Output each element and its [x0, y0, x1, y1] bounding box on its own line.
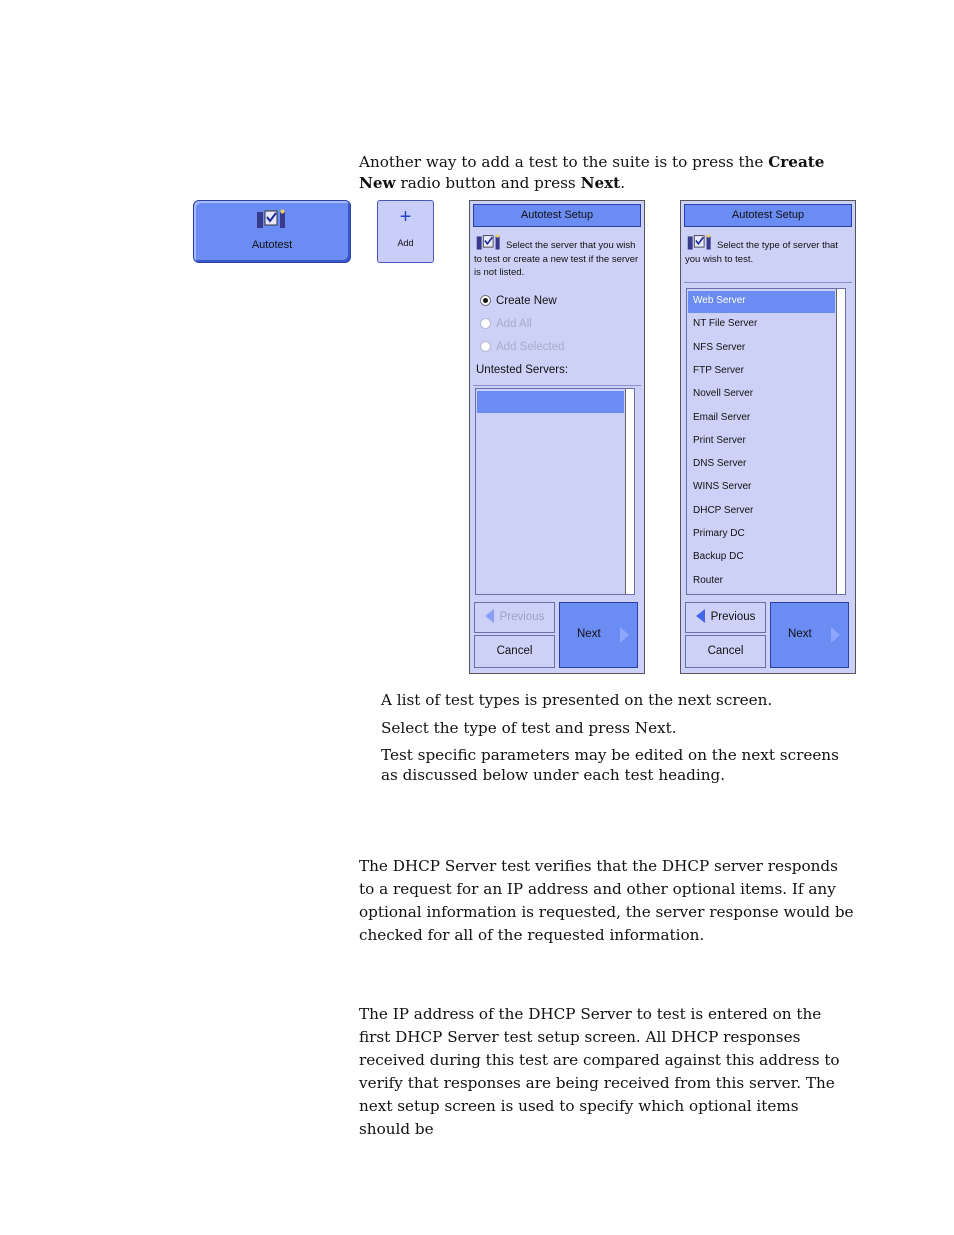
autotest-icon — [685, 234, 715, 252]
arrow-right-icon — [831, 627, 840, 643]
server-type-list[interactable] — [686, 288, 846, 595]
radio-add-selected[interactable]: Add Selected — [480, 341, 564, 353]
cancel-button[interactable]: Cancel — [685, 635, 766, 668]
next-term: Next — [580, 174, 621, 192]
divider — [684, 282, 852, 283]
dhcp-setup-paragraph: The IP address of the DHCP Server to test is entered on the first DHCP Server test setup screen. All DHCP responses received during this test are compared against this address to verify that responses are being received from this server. The next setup screen is used to specify which optional items should be — [359, 1005, 840, 1138]
step-2: Select the type of test and press Next. — [381, 719, 677, 737]
add-label: Add — [397, 238, 414, 248]
cancel-button[interactable]: Cancel — [474, 635, 555, 668]
scrollbar[interactable] — [836, 289, 845, 594]
screen-message: Select the server that you wish to test or create a new test if the server is not listed. — [474, 234, 640, 280]
scrollbar[interactable] — [625, 389, 634, 594]
next-button[interactable]: Next — [559, 602, 638, 668]
list-item[interactable]: Print Server — [693, 434, 746, 446]
autotest-setup-screen-servers — [469, 200, 645, 674]
arrow-left-icon — [485, 609, 494, 623]
add-button[interactable] — [377, 200, 434, 263]
list-item[interactable]: DHCP Server — [693, 504, 754, 516]
create-new-term: Create New — [359, 153, 825, 192]
radio-add-all[interactable]: Add All — [480, 318, 532, 330]
radio-create-new[interactable]: Create New — [480, 295, 557, 307]
autotest-setup-screen-types — [680, 200, 856, 674]
screen-title: Autotest Setup — [473, 204, 641, 227]
list-item[interactable]: NFS Server — [693, 341, 746, 353]
untested-servers-list[interactable] — [475, 388, 635, 595]
step-1: A list of test types is presented on the next screen. — [381, 691, 773, 709]
arrow-left-icon — [696, 609, 705, 623]
previous-button[interactable]: Previous — [474, 602, 555, 633]
list-item[interactable]: DNS Server — [693, 458, 747, 470]
autotest-icon — [474, 234, 504, 252]
step-3: Test specific parameters may be edited on the next screens as discussed below under each test heading. — [381, 746, 839, 784]
list-item[interactable]: Backup DC — [693, 551, 744, 563]
list-selection-row[interactable] — [477, 391, 624, 413]
previous-button[interactable]: Previous — [685, 602, 766, 633]
list-item[interactable]: Email Server — [693, 411, 751, 423]
autotest-icon — [256, 209, 288, 231]
autotest-label: Autotest — [251, 239, 293, 251]
next-button[interactable]: Next — [770, 602, 849, 668]
screen-message: Select the type of server that you wish to test. — [685, 234, 851, 266]
list-item[interactable]: Novell Server — [693, 388, 754, 400]
radio-unchecked-icon — [480, 341, 491, 352]
radio-checked-icon — [480, 295, 491, 306]
divider — [473, 385, 641, 386]
list-item[interactable]: Router — [693, 574, 724, 586]
intro-paragraph: Another way to add a test to the suite is to press the Create New radio button and press Next. — [359, 153, 825, 192]
list-item[interactable]: NT File Server — [693, 318, 758, 330]
arrow-right-icon — [620, 627, 629, 643]
radio-unchecked-icon — [480, 318, 491, 329]
list-item[interactable]: WINS Server — [693, 481, 752, 493]
untested-servers-label: Untested Servers: — [476, 364, 569, 376]
list-item[interactable]: Primary DC — [693, 528, 745, 539]
screen-title: Autotest Setup — [684, 204, 852, 227]
autotest-button[interactable] — [193, 200, 351, 263]
dhcp-description-paragraph: The DHCP Server test verifies that the DHCP server responds to a request for an IP address and other optional items. If any optional information is requested, the server response would be checked for all of the requested information. — [359, 857, 854, 944]
list-item[interactable]: Web Server — [693, 295, 746, 306]
plus-icon: + — [399, 206, 412, 228]
list-item[interactable]: FTP Server — [693, 364, 744, 376]
